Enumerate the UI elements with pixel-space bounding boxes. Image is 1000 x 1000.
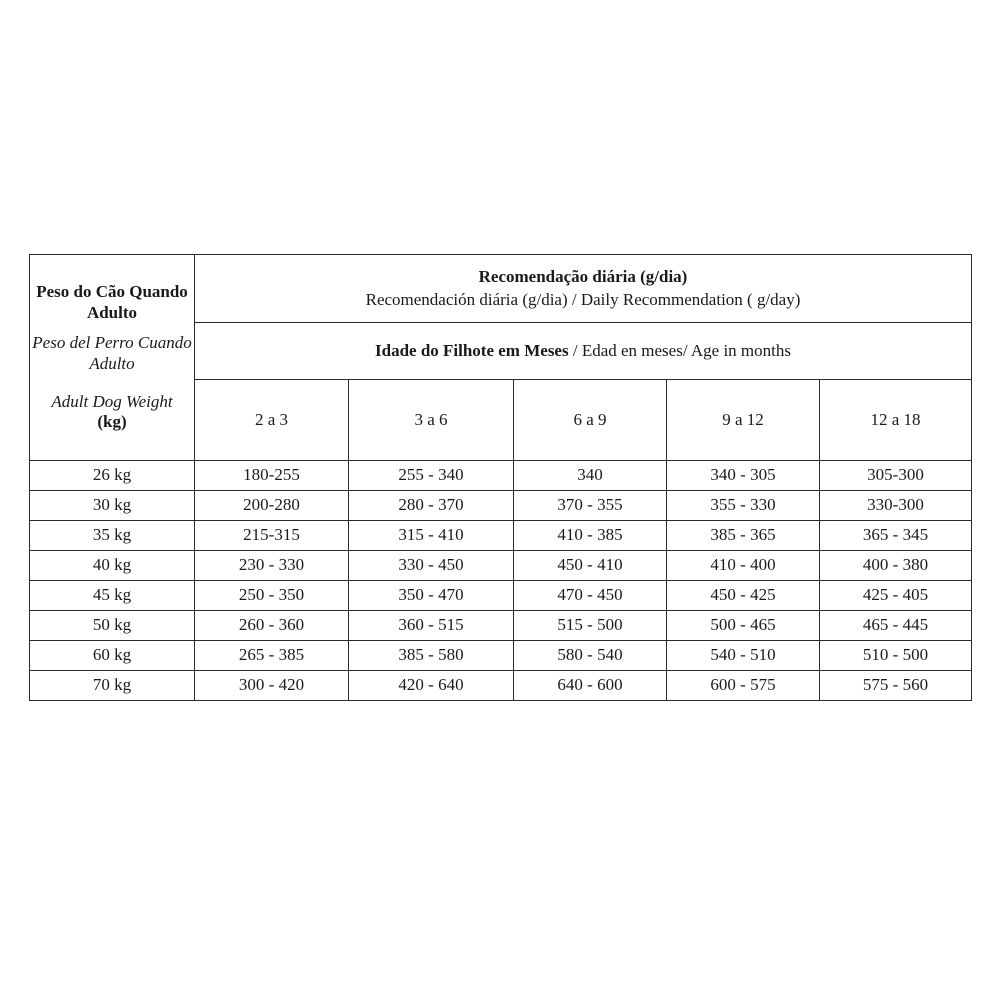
value-cell: 340 - 305 [667,461,820,491]
feeding-table [29,254,972,701]
value-cell: 250 - 350 [195,581,349,611]
value-cell: 540 - 510 [667,641,820,671]
table-row [30,521,972,551]
value-cell: 640 - 600 [514,671,667,701]
recommendation-pt: Recomendação diária (g/dia) [478,267,688,287]
value-cell: 260 - 360 [195,611,349,641]
value-cell: 230 - 330 [195,551,349,581]
weight-cell: 40 kg [30,551,195,581]
value-cell: 510 - 500 [820,641,972,671]
value-cell: 305-300 [820,461,972,491]
feeding-table-body [30,255,972,701]
value-cell: 330-300 [820,491,972,521]
weight-cell: 45 kg [30,581,195,611]
weight-cell: 70 kg [30,671,195,701]
age-col-header: 12 a 18 [820,380,972,461]
value-cell: 465 - 445 [820,611,972,641]
value-cell: 215-315 [195,521,349,551]
age-col-header: 2 a 3 [195,380,349,461]
weight-column-header [30,255,195,461]
table-row [30,671,972,701]
value-cell: 350 - 470 [349,581,514,611]
table-row [30,581,972,611]
age-col-header: 6 a 9 [514,380,667,461]
value-cell: 385 - 365 [667,521,820,551]
value-cell: 280 - 370 [349,491,514,521]
header-row-recommendation [30,255,972,323]
value-cell: 255 - 340 [349,461,514,491]
value-cell: 410 - 400 [667,551,820,581]
value-cell: 425 - 405 [820,581,972,611]
age-header [195,323,972,380]
value-cell: 410 - 385 [514,521,667,551]
weight-cell: 35 kg [30,521,195,551]
weight-cell: 50 kg [30,611,195,641]
table-row [30,491,972,521]
recommendation-header [195,255,972,323]
value-cell: 330 - 450 [349,551,514,581]
value-cell: 450 - 425 [667,581,820,611]
value-cell: 200-280 [195,491,349,521]
age-header-es-en: / Edad en meses/ Age in months [568,340,791,360]
weight-header-es: Peso del Perro Cuando Adulto [32,333,192,373]
value-cell: 470 - 450 [514,581,667,611]
weight-cell: 60 kg [30,641,195,671]
value-cell: 580 - 540 [514,641,667,671]
value-cell: 385 - 580 [349,641,514,671]
value-cell: 600 - 575 [667,671,820,701]
table-row [30,461,972,491]
value-cell: 265 - 385 [195,641,349,671]
age-header-pt: Idade do Filhote em Meses [375,340,569,360]
table-row [30,551,972,581]
value-cell: 355 - 330 [667,491,820,521]
value-cell: 420 - 640 [349,671,514,701]
recommendation-es-en: Recomendación diária (g/dia) / Daily Recommendation ( g/day) [365,289,801,309]
value-cell: 315 - 410 [349,521,514,551]
table-row [30,641,972,671]
value-cell: 180-255 [195,461,349,491]
value-cell: 515 - 500 [514,611,667,641]
value-cell: 360 - 515 [349,611,514,641]
value-cell: 450 - 410 [514,551,667,581]
age-col-header: 9 a 12 [667,380,820,461]
value-cell: 370 - 355 [514,491,667,521]
table-row [30,611,972,641]
weight-header-en: Adult Dog Weight [51,391,173,411]
weight-header-unit: (kg) [97,412,127,432]
value-cell: 400 - 380 [820,551,972,581]
value-cell: 300 - 420 [195,671,349,701]
value-cell: 340 [514,461,667,491]
weight-header-pt: Peso do Cão Quando Adulto [36,282,188,322]
value-cell: 500 - 465 [667,611,820,641]
value-cell: 575 - 560 [820,671,972,701]
age-col-header: 3 a 6 [349,380,514,461]
weight-cell: 30 kg [30,491,195,521]
weight-cell: 26 kg [30,461,195,491]
value-cell: 365 - 345 [820,521,972,551]
